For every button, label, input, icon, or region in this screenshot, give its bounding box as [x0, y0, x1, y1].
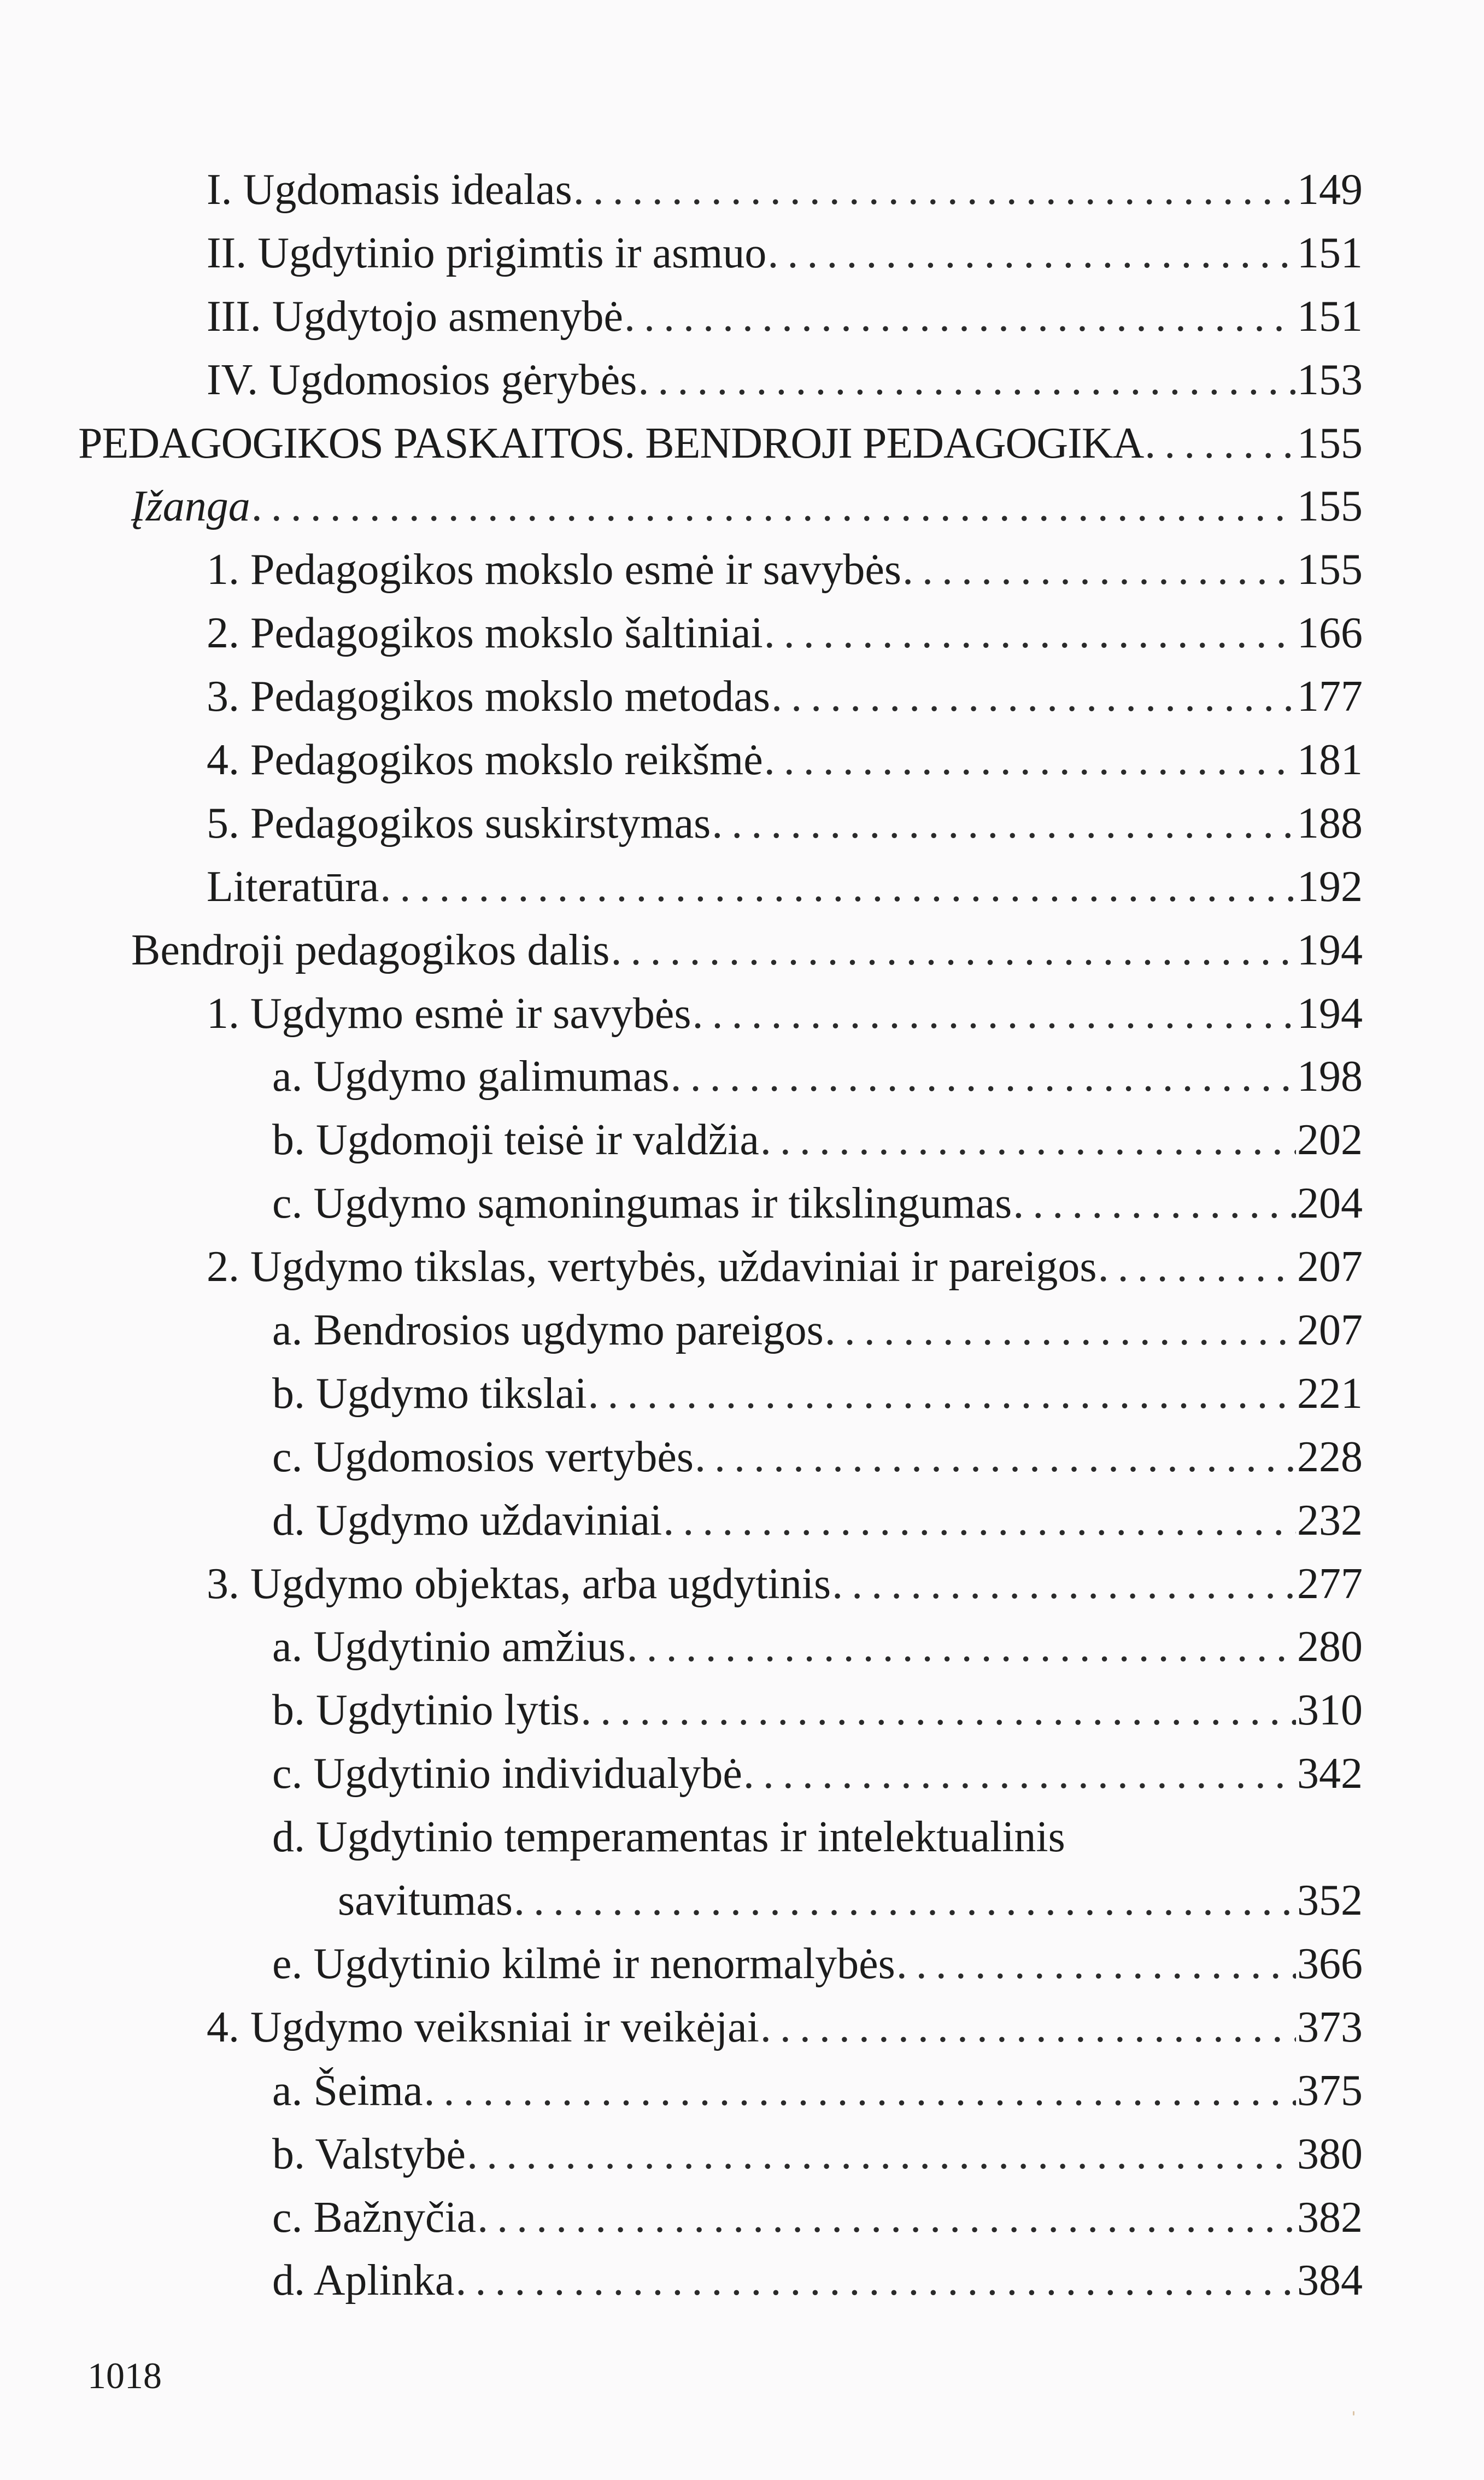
- toc-entry: [0, 349, 1484, 412]
- dot-leader: [743, 1742, 1296, 1806]
- toc-entry-line: [207, 792, 1363, 856]
- dot-leader: [760, 1109, 1296, 1172]
- dot-leader: [767, 222, 1296, 285]
- toc-entry-title: Bendroji pedagogikos dalis: [131, 926, 610, 974]
- toc-entry: [0, 1806, 1484, 1869]
- toc-entry-title: a. Ugdytinio amžius: [272, 1623, 626, 1671]
- toc-entry-page: 181: [1297, 736, 1363, 785]
- toc-entry: [0, 2123, 1484, 2186]
- toc-entry-title: b. Ugdytinio lytis: [272, 1686, 580, 1735]
- toc-entry: [0, 222, 1484, 285]
- toc-entry-page: 280: [1297, 1623, 1363, 1671]
- toc-entry-line: [207, 1236, 1363, 1299]
- toc-entry: [0, 475, 1484, 539]
- toc-entry-line: [272, 1489, 1363, 1553]
- toc-entry: [0, 1553, 1484, 1616]
- toc-entry-page: 380: [1297, 2130, 1363, 2178]
- toc-entry-page: 192: [1297, 862, 1363, 911]
- dot-leader: [424, 2060, 1296, 2123]
- toc-entry-title: d. Aplinka: [272, 2256, 455, 2305]
- toc-entry-line: [272, 1299, 1363, 1362]
- toc-entry-page: 155: [1297, 419, 1363, 467]
- toc-entry-page: 232: [1297, 1496, 1363, 1545]
- toc-entry: [0, 665, 1484, 729]
- toc-entry-line: [272, 1045, 1363, 1109]
- toc-entry-page: 373: [1297, 2003, 1363, 2051]
- toc-entry-line: [207, 856, 1363, 919]
- toc-entry-title: c. Ugdomosios vertybės: [272, 1432, 694, 1481]
- toc-entry-title: III. Ugdytojo asmenybė: [207, 292, 624, 341]
- toc-entry-title: savitumas: [338, 1876, 513, 1925]
- table-of-contents: [0, 159, 1484, 2313]
- toc-entry-line: [207, 1553, 1363, 1616]
- toc-entry-title: II. Ugdytinio prigimtis ir asmuo: [207, 229, 767, 277]
- toc-entry: [0, 1045, 1484, 1109]
- toc-entry-title: 2. Ugdymo tikslas, vertybės, uždaviniai ir pareigos: [207, 1243, 1097, 1291]
- dot-leader: [251, 475, 1296, 539]
- dot-leader: [611, 919, 1296, 982]
- page-number: 1018: [87, 2355, 162, 2396]
- toc-entry-title: e. Ugdytinio kilmė ir nenormalybės: [272, 1939, 895, 1988]
- toc-entry-line: [78, 412, 1363, 476]
- dot-leader: [455, 2249, 1296, 2313]
- toc-entry-page: 151: [1297, 229, 1363, 277]
- toc-entry: [0, 792, 1484, 856]
- toc-entry-title: c. Ugdymo sąmoningumas ir tikslingumas: [272, 1179, 1012, 1228]
- toc-entry: [0, 919, 1484, 982]
- toc-entry: [0, 1109, 1484, 1172]
- toc-entry-line: [207, 349, 1363, 412]
- toc-entry-page: 151: [1297, 292, 1363, 341]
- dot-leader: [1098, 1236, 1296, 1299]
- toc-entry-title: b. Valstybė: [272, 2130, 466, 2178]
- toc-entry: [0, 412, 1484, 476]
- dot-leader: [467, 2123, 1296, 2186]
- toc-entry-line: [272, 1616, 1363, 1679]
- toc-entry-page: 342: [1297, 1750, 1363, 1798]
- dot-leader: [380, 856, 1296, 919]
- toc-entry-page: 352: [1297, 1876, 1363, 1925]
- toc-entry-page: 382: [1297, 2193, 1363, 2242]
- toc-entry-line: [207, 1996, 1363, 2060]
- toc-entry-line: [272, 1742, 1363, 1806]
- toc-entry-title: 4. Pedagogikos mokslo reikšmė: [207, 736, 763, 785]
- toc-entry-page: 153: [1297, 355, 1363, 404]
- toc-entry-page: 177: [1297, 672, 1363, 721]
- toc-entry-page: 166: [1297, 609, 1363, 658]
- toc-entry-page: 310: [1297, 1686, 1363, 1735]
- toc-entry-page: 198: [1297, 1052, 1363, 1101]
- toc-entry-title: 5. Pedagogikos suskirstymas: [207, 799, 711, 847]
- toc-entry-title: 2. Pedagogikos mokslo šaltiniai: [207, 609, 763, 658]
- toc-entry: [0, 602, 1484, 665]
- toc-entry-line: [131, 919, 1363, 982]
- dot-leader: [825, 1299, 1296, 1362]
- dot-leader: [627, 1616, 1296, 1679]
- toc-entry: [0, 1679, 1484, 1742]
- toc-entry-title: 3. Pedagogikos mokslo metodas: [207, 672, 771, 721]
- toc-entry-line: [207, 539, 1363, 602]
- toc-entry: [0, 1172, 1484, 1236]
- dot-leader: [896, 1933, 1296, 1996]
- toc-entry-line: [207, 729, 1363, 792]
- toc-entry-page: 202: [1297, 1116, 1363, 1165]
- toc-entry: [0, 2186, 1484, 2250]
- toc-entry-page: 207: [1297, 1306, 1363, 1355]
- toc-entry-line: [272, 1172, 1363, 1236]
- toc-entry-line: [131, 475, 1363, 539]
- toc-entry-title: a. Šeima: [272, 2066, 423, 2115]
- toc-entry-line: [207, 285, 1363, 349]
- dot-leader: [580, 1679, 1296, 1742]
- toc-entry-line: [207, 665, 1363, 729]
- dot-leader: [764, 602, 1296, 665]
- toc-entry-title: c. Bažnyčia: [272, 2193, 477, 2242]
- dot-leader: [695, 1426, 1296, 1489]
- dot-leader: [671, 1045, 1296, 1109]
- dot-leader: [832, 1553, 1296, 1616]
- toc-entry-line: [272, 2060, 1363, 2123]
- dot-leader: [477, 2186, 1296, 2250]
- dot-leader: [902, 539, 1296, 602]
- toc-entry-page: 277: [1297, 1559, 1363, 1608]
- toc-entry: [0, 1616, 1484, 1679]
- toc-entry-page: 221: [1297, 1369, 1363, 1418]
- dot-leader: [624, 285, 1296, 349]
- toc-entry-line: [272, 2249, 1363, 2313]
- toc-entry-page: 155: [1297, 482, 1363, 531]
- toc-entry-title: PEDAGOGIKOS PASKAITOS. BENDROJI PEDAGOGIKA: [78, 419, 1144, 467]
- toc-entry-title: Literatūra: [207, 862, 379, 911]
- toc-entry-page: 194: [1297, 989, 1363, 1038]
- paper-speck: [1353, 2411, 1354, 2415]
- toc-entry: [0, 1869, 1484, 1933]
- toc-entry: [0, 539, 1484, 602]
- toc-entry-line: [207, 222, 1363, 285]
- dot-leader: [771, 665, 1296, 729]
- toc-entry-title: d. Ugdytinio temperamentas ir intelektualinis: [272, 1813, 1065, 1862]
- toc-entry-title: 4. Ugdymo veiksniai ir veikėjai: [207, 2003, 759, 2051]
- toc-entry-title: I. Ugdomasis idealas: [207, 166, 572, 214]
- toc-entry-title: b. Ugdymo tikslai: [272, 1369, 587, 1418]
- toc-entry: [0, 1742, 1484, 1806]
- toc-entry-line: [272, 1933, 1363, 1996]
- dot-leader: [1013, 1172, 1296, 1236]
- toc-entry-title: Įžanga: [131, 482, 250, 531]
- toc-entry-title: 3. Ugdymo objektas, arba ugdytinis: [207, 1559, 831, 1608]
- toc-entry-line: [207, 602, 1363, 665]
- toc-entry: [0, 1362, 1484, 1426]
- toc-entry-line: [272, 1362, 1363, 1426]
- toc-entry-line: [272, 1426, 1363, 1489]
- toc-entry-line: [272, 2123, 1363, 2186]
- toc-entry: [0, 1299, 1484, 1362]
- toc-entry-title: IV. Ugdomosios gėrybės: [207, 355, 637, 404]
- toc-entry-line: [207, 982, 1363, 1046]
- toc-entry-page: 194: [1297, 926, 1363, 974]
- dot-leader: [1145, 412, 1296, 476]
- toc-entry: [0, 1489, 1484, 1553]
- toc-entry-page: 188: [1297, 799, 1363, 847]
- toc-entry-page: 207: [1297, 1243, 1363, 1291]
- dot-leader: [638, 349, 1296, 412]
- toc-entry-line: [272, 1109, 1363, 1172]
- toc-entry-page: 228: [1297, 1432, 1363, 1481]
- toc-entry: [0, 982, 1484, 1046]
- toc-entry: [0, 1236, 1484, 1299]
- toc-entry-page: 149: [1297, 166, 1363, 214]
- toc-entry-line: [272, 2186, 1363, 2250]
- dot-leader: [573, 159, 1296, 222]
- toc-entry-line: [272, 1679, 1363, 1742]
- toc-entry-page: 384: [1297, 2256, 1363, 2305]
- toc-entry-page: 204: [1297, 1179, 1363, 1228]
- toc-entry-title: c. Ugdytinio individualybė: [272, 1750, 742, 1798]
- toc-entry-title: 1. Ugdymo esmė ir savybės: [207, 989, 691, 1038]
- toc-entry-line: [207, 159, 1363, 222]
- toc-entry: [0, 1426, 1484, 1489]
- toc-entry-title: 1. Pedagogikos mokslo esmė ir savybės: [207, 546, 901, 594]
- toc-entry-line: [338, 1869, 1363, 1933]
- dot-leader: [712, 792, 1296, 856]
- toc-entry: [0, 285, 1484, 349]
- toc-entry-title: a. Ugdymo galimumas: [272, 1052, 670, 1101]
- toc-entry-page: 375: [1297, 2066, 1363, 2115]
- toc-entry: [0, 1933, 1484, 1996]
- toc-entry-title: d. Ugdymo uždaviniai: [272, 1496, 662, 1545]
- toc-entry-title: a. Bendrosios ugdymo pareigos: [272, 1306, 824, 1355]
- dot-leader: [760, 1996, 1296, 2060]
- toc-entry: [0, 1996, 1484, 2060]
- toc-entry-line: [272, 1806, 1363, 1869]
- dot-leader: [764, 729, 1296, 792]
- toc-entry-title: b. Ugdomoji teisė ir valdžia: [272, 1116, 759, 1165]
- dot-leader: [588, 1362, 1296, 1426]
- dot-leader: [514, 1869, 1296, 1933]
- toc-entry: [0, 729, 1484, 792]
- toc-entry: [0, 856, 1484, 919]
- toc-entry-page: 366: [1297, 1939, 1363, 1988]
- toc-entry-page: 155: [1297, 546, 1363, 594]
- dot-leader: [693, 982, 1296, 1046]
- toc-entry: [0, 159, 1484, 222]
- toc-entry: [0, 2060, 1484, 2123]
- toc-entry: [0, 2249, 1484, 2313]
- dot-leader: [663, 1489, 1296, 1553]
